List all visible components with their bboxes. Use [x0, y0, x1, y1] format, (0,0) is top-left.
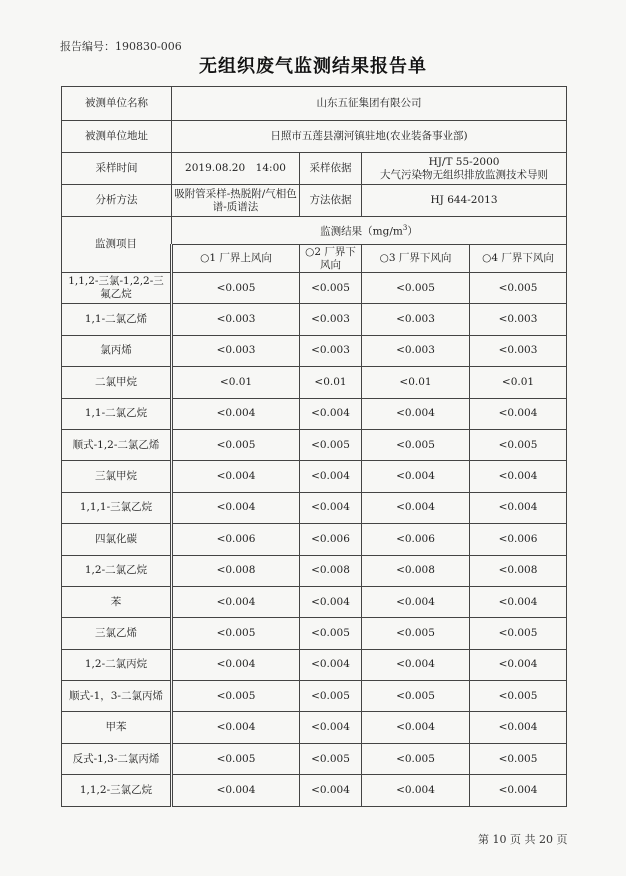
- table-row: [62, 712, 567, 743]
- monitoring-item: 氯丙烯: [62, 335, 172, 366]
- result-value: <0.003: [172, 304, 300, 335]
- result-value: <0.004: [362, 398, 470, 429]
- result-value: <0.004: [172, 775, 300, 806]
- results-header: [172, 217, 567, 245]
- result-value: <0.005: [300, 681, 362, 712]
- table-row: [62, 461, 567, 492]
- result-value: <0.005: [172, 618, 300, 649]
- result-value: <0.004: [470, 712, 567, 743]
- result-value: <0.004: [300, 775, 362, 806]
- method-basis-label: 方法依据: [300, 185, 362, 217]
- result-value: <0.005: [172, 681, 300, 712]
- results-header-row: [62, 217, 567, 245]
- result-value: <0.004: [362, 492, 470, 523]
- result-value: <0.005: [300, 743, 362, 774]
- result-value: <0.004: [172, 649, 300, 680]
- result-value: <0.004: [470, 398, 567, 429]
- unit-name-row: [62, 87, 567, 121]
- result-value: <0.004: [300, 398, 362, 429]
- monitoring-item: 反式-1,3-二氯丙烯: [62, 743, 172, 774]
- result-value: <0.004: [300, 649, 362, 680]
- results-header-text: 监测结果（mg/m: [320, 225, 403, 238]
- result-value: <0.004: [362, 712, 470, 743]
- result-value: <0.006: [362, 524, 470, 555]
- result-value: <0.003: [300, 335, 362, 366]
- table-row: [62, 273, 567, 304]
- table-row: [62, 335, 567, 366]
- result-value: <0.004: [300, 492, 362, 523]
- result-value: <0.006: [300, 524, 362, 555]
- table-row: [62, 649, 567, 680]
- result-value: <0.006: [470, 524, 567, 555]
- result-value: <0.006: [172, 524, 300, 555]
- result-value: <0.005: [362, 618, 470, 649]
- table-row: [62, 681, 567, 712]
- monitoring-item: 四氯化碳: [62, 524, 172, 555]
- result-value: <0.004: [362, 461, 470, 492]
- monitoring-item: 1,1,2-三氯乙烷: [62, 775, 172, 806]
- table-row: [62, 429, 567, 460]
- table-row: [62, 775, 567, 806]
- monitoring-item: 二氯甲烷: [62, 367, 172, 398]
- result-value: <0.004: [362, 775, 470, 806]
- monitoring-item: 1,2-二氯丙烷: [62, 649, 172, 680]
- results-header-end: ）: [407, 225, 418, 238]
- result-value: <0.01: [362, 367, 470, 398]
- result-value: <0.004: [470, 775, 567, 806]
- sample-basis-code: HJ/T 55-2000: [428, 155, 500, 168]
- unit-address-row: [62, 121, 567, 153]
- result-value: <0.003: [300, 304, 362, 335]
- result-value: <0.005: [300, 273, 362, 304]
- result-value: <0.005: [172, 273, 300, 304]
- result-value: <0.004: [172, 398, 300, 429]
- result-value: <0.005: [470, 429, 567, 460]
- result-value: <0.008: [362, 555, 470, 586]
- result-value: <0.005: [300, 429, 362, 460]
- result-value: <0.005: [470, 681, 567, 712]
- result-value: <0.004: [362, 586, 470, 617]
- result-value: <0.005: [470, 618, 567, 649]
- result-value: <0.004: [470, 586, 567, 617]
- report-number: 报告编号：190830-006: [60, 40, 182, 53]
- table-row: [62, 524, 567, 555]
- sample-basis-value: [362, 153, 567, 185]
- table-row: [62, 555, 567, 586]
- result-value: <0.004: [470, 649, 567, 680]
- result-value: <0.005: [362, 743, 470, 774]
- result-value: <0.008: [172, 555, 300, 586]
- result-value: <0.003: [172, 335, 300, 366]
- unit-address-label: 被测单位地址: [62, 121, 172, 153]
- sample-time-label: 采样时间: [62, 153, 172, 185]
- result-value: <0.01: [300, 367, 362, 398]
- column-header-2: ○2 厂界下风向: [300, 245, 362, 273]
- column-header-4: ○4 厂界下风向: [470, 245, 567, 273]
- result-value: <0.005: [172, 429, 300, 460]
- monitoring-item: 顺式-1，3-二氯丙烯: [62, 681, 172, 712]
- result-value: <0.005: [470, 273, 567, 304]
- table-row: [62, 367, 567, 398]
- result-value: <0.004: [470, 492, 567, 523]
- result-value: <0.008: [300, 555, 362, 586]
- result-value: <0.005: [362, 273, 470, 304]
- monitoring-item: 1,1,2-三氯-1,2,2-三氟乙烷: [62, 273, 172, 304]
- result-value: <0.003: [362, 304, 470, 335]
- result-value: <0.004: [362, 649, 470, 680]
- table-row: [62, 492, 567, 523]
- result-value: <0.005: [362, 429, 470, 460]
- monitoring-item: 甲苯: [62, 712, 172, 743]
- unit-name-value: 山东五征集团有限公司: [172, 87, 567, 121]
- result-value: <0.004: [300, 586, 362, 617]
- sample-time-row: [62, 153, 567, 185]
- item-header: 监测项目: [62, 217, 172, 273]
- result-value: <0.004: [172, 712, 300, 743]
- table-row: [62, 586, 567, 617]
- result-value: <0.004: [172, 492, 300, 523]
- result-value: <0.005: [470, 743, 567, 774]
- result-value: <0.008: [470, 555, 567, 586]
- result-value: <0.005: [172, 743, 300, 774]
- result-value: <0.004: [172, 586, 300, 617]
- result-value: <0.004: [172, 461, 300, 492]
- monitoring-item: 苯: [62, 586, 172, 617]
- page-title: 无组织废气监测结果报告单: [199, 56, 427, 77]
- analysis-method-label: 分析方法: [62, 185, 172, 217]
- result-value: <0.01: [470, 367, 567, 398]
- result-value: <0.01: [172, 367, 300, 398]
- table-row: [62, 618, 567, 649]
- sample-time-value: 2019.08.20 14:00: [172, 153, 300, 185]
- analysis-method-value: 吸附管采样-热脱附/气相色谱-质谱法: [172, 185, 300, 217]
- monitoring-item: 三氯乙烯: [62, 618, 172, 649]
- column-header-1: ○1 厂界上风向: [172, 245, 300, 273]
- monitoring-item: 1,1-二氯乙烷: [62, 398, 172, 429]
- table-row: [62, 304, 567, 335]
- unit-name-label: 被测单位名称: [62, 87, 172, 121]
- result-value: <0.005: [300, 618, 362, 649]
- table-row: [62, 743, 567, 774]
- table-row: [62, 398, 567, 429]
- report-table: [61, 86, 567, 807]
- sample-basis-name: 大气污染物无组织排放监测技术导则: [380, 168, 548, 181]
- result-value: <0.003: [470, 335, 567, 366]
- column-header-3: ○3 厂界下风向: [362, 245, 470, 273]
- result-value: <0.003: [362, 335, 470, 366]
- monitoring-item: 1,1-二氯乙烯: [62, 304, 172, 335]
- monitoring-item: 1,2-二氯乙烷: [62, 555, 172, 586]
- result-value: <0.004: [300, 712, 362, 743]
- page-number: 第 10 页 共 20 页: [478, 833, 568, 846]
- results-header-unit-exponent: 3: [402, 224, 408, 233]
- monitoring-item: 三氯甲烷: [62, 461, 172, 492]
- result-value: <0.004: [470, 461, 567, 492]
- unit-address-value: 日照市五莲县潮河镇驻地(农业装备事业部): [172, 121, 567, 153]
- result-value: <0.003: [470, 304, 567, 335]
- monitoring-item: 顺式-1,2-二氯乙烯: [62, 429, 172, 460]
- method-basis-value: HJ 644-2013: [362, 185, 567, 217]
- monitoring-item: 1,1,1-三氯乙烷: [62, 492, 172, 523]
- analysis-method-row: [62, 185, 567, 217]
- result-value: <0.004: [300, 461, 362, 492]
- result-value: <0.005: [362, 681, 470, 712]
- sample-basis-label: 采样依据: [300, 153, 362, 185]
